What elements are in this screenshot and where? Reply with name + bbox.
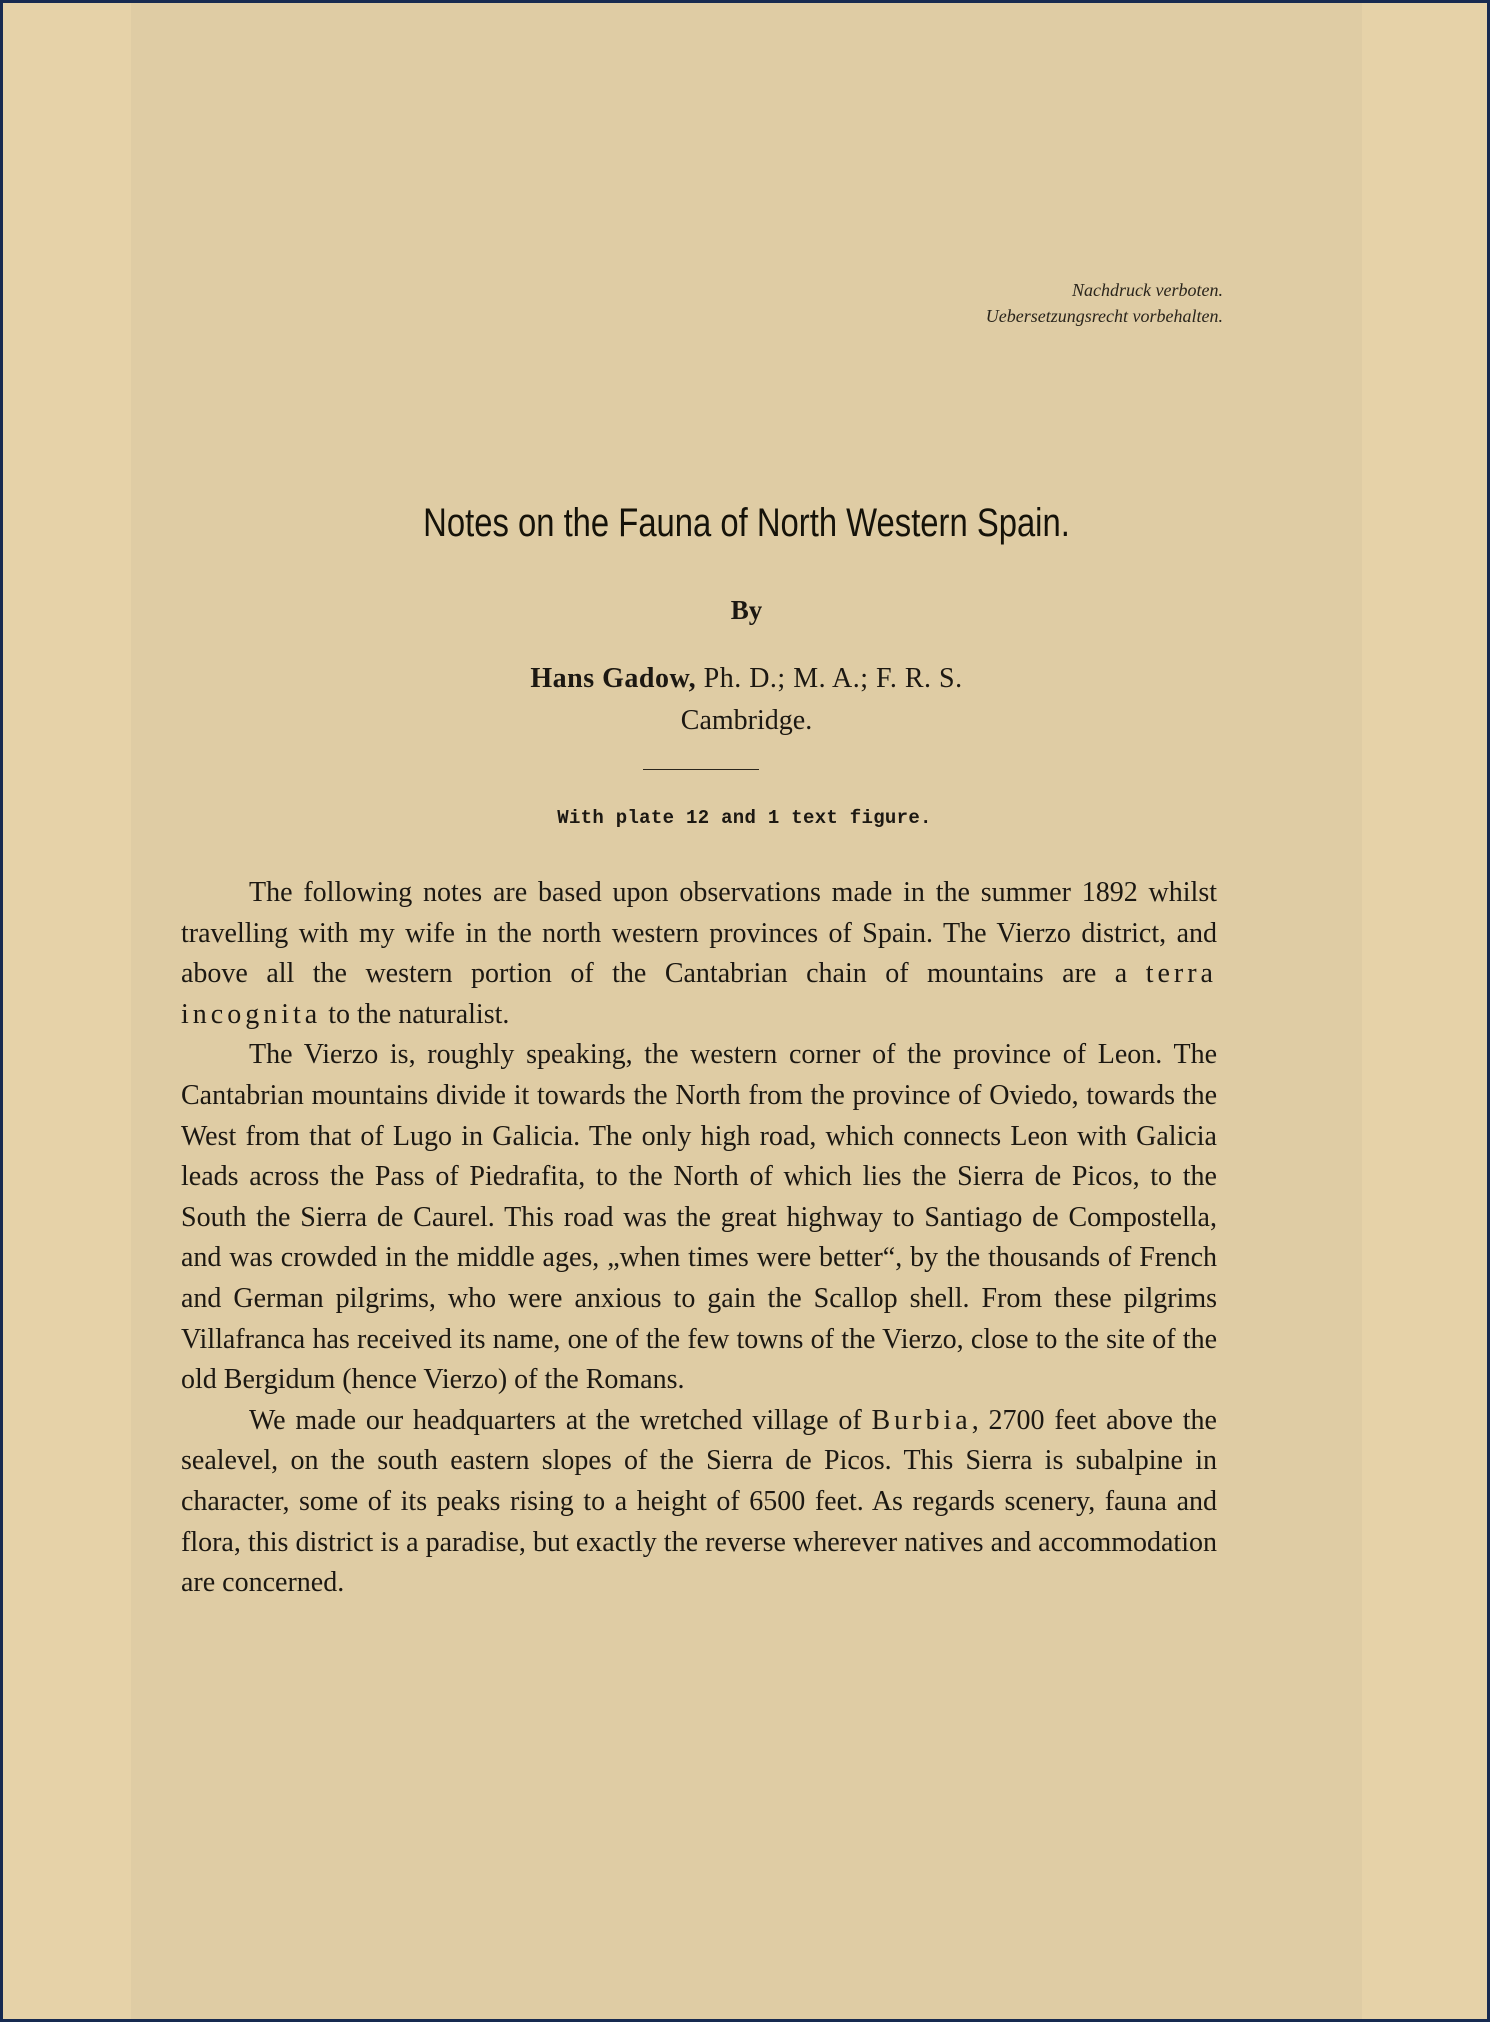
plate-note: With plate 12 and 1 text figure. xyxy=(557,807,932,829)
document-page xyxy=(131,3,1362,2019)
paragraph-1-emphasis: terra incognita xyxy=(181,958,1217,1030)
paragraph-3-text-a: We made our headquarters at the wretched village of xyxy=(249,1404,872,1436)
author-line xyxy=(131,663,1362,695)
copyright-line-translation: Uebersetzungsrecht vorbehalten. xyxy=(985,306,1223,326)
author-degrees: Ph. D.; M. A.; F. R. S. xyxy=(696,663,963,694)
paragraph-2: The Vierzo is, roughly speaking, the western corner of the province of Leon. The Cantabrian mountains divide it towards the North from the province of Oviedo, towards the West from that of Lugo in Galicia. The only high road, which connects Leon with Galicia leads across the Pass of Piedrafita, to the North of which lies the Sierra de Picos, to the South the Sierra de Caurel. This road was the great highway to Santiago de Compostella, and was crowded in the middle ages, „when times were better“, by the thousands of French and German pilgrims, who were anxious to gain the Scallop shell. From these pilgrims Villafranca has received its name, one of the few towns of the Vierzo, close to the site of the old Bergidum (hence Vierzo) of the Romans. xyxy=(181,1039,1217,1396)
paragraph-3 xyxy=(181,1401,1217,1604)
divider-rule xyxy=(643,769,759,770)
article-title: Notes on the Fauna of North Western Spain. xyxy=(423,501,1070,545)
copyright-line-reprint: Nachdruck verboten. xyxy=(1072,280,1223,300)
paragraph-1-text-a: The following notes are based upon observations made in the summer 1892 whilst travelling with my wife in the north western provinces of Spain. The Vierzo district, and above all the western portion of the Cantabrian chain of mountains are a xyxy=(181,877,1217,990)
paragraph-3-emphasis: Burbia xyxy=(871,1404,972,1436)
author-name: Hans Gadow, xyxy=(530,663,697,694)
author-affiliation: Cambridge. xyxy=(680,705,813,736)
article-body xyxy=(181,873,1217,1604)
document-viewer xyxy=(3,3,1487,2019)
paragraph-1-text-b: to the naturalist. xyxy=(321,998,510,1030)
byline-label: By xyxy=(730,595,763,625)
paragraph-1 xyxy=(181,873,1217,1035)
paragraph-3-text-b: , 2700 feet above the sealevel, on the south eastern slopes of the Sierra de Picos. This Sierra is subalpine in character, some of its peaks rising to a height of 6500 feet. As regards scenery, fauna and flora, this district is a paradise, but exactly the reverse wherever natives and accommodation are concerned. xyxy=(181,1404,1217,1599)
copyright-notice xyxy=(986,277,1223,329)
